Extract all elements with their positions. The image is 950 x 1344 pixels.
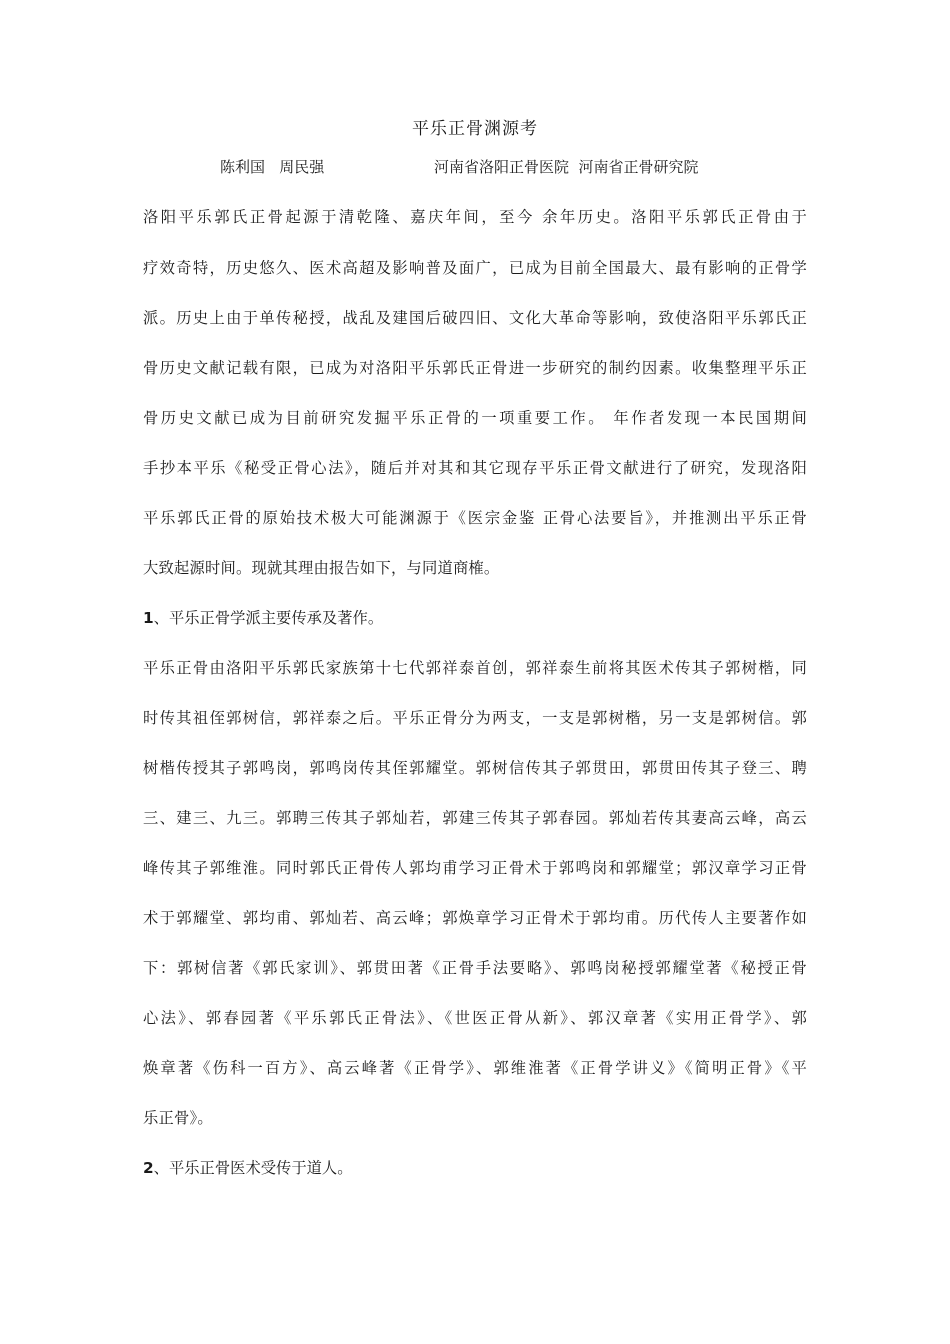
- body-line: 乐正骨》。: [143, 1109, 213, 1127]
- body-line: 术于郭耀堂、郭均甫、郭灿若、高云峰；郭焕章学习正骨术于郭均甫。历代传人主要著作如: [143, 909, 807, 927]
- affiliation-line: 河南省洛阳正骨医院 河南省正骨研究院: [434, 158, 699, 176]
- section-heading-1: [143, 606, 383, 628]
- body-line: 平乐正骨由洛阳平乐郭氏家族第十七代郭祥泰首创，郭祥泰生前将其医术传其子郭树楷，同: [143, 659, 807, 677]
- body-line: 峰传其子郭维淮。同时郭氏正骨传人郭均甫学习正骨术于郭鸣岗和郭耀堂；郭汉章学习正骨: [143, 859, 807, 877]
- intro-line: 派。历史上由于单传秘授，战乱及建国后破四旧、文化大革命等影响，致使洛阳平乐郭氏正: [143, 309, 807, 327]
- document-title: 平乐正骨渊源考: [412, 119, 538, 139]
- intro-line: 疗效奇特，历史悠久、医术高超及影响普及面广，已成为目前全国最大、最有影响的正骨学: [143, 259, 807, 277]
- body-line: 焕章著《伤科一百方》、高云峰著《正骨学》、郭维淮著《正骨学讲义》《简明正骨》《平: [143, 1059, 807, 1077]
- intro-line: 洛阳平乐郭氏正骨起源于清乾隆、嘉庆年间，至今 余年历史。洛阳平乐郭氏正骨由于: [143, 208, 807, 226]
- intro-line: 手抄本平乐《秘受正骨心法》，随后并对其和其它现存平乐正骨文献进行了研究，发现洛阳: [143, 459, 807, 477]
- body-line: 树楷传授其子郭鸣岗，郭鸣岗传其侄郭耀堂。郭树信传其子郭贯田，郭贯田传其子登三、聘: [143, 759, 807, 777]
- intro-line: 骨历史文献记载有限，已成为对洛阳平乐郭氏正骨进一步研究的制约因素。收集整理平乐正: [143, 359, 807, 377]
- section-title: 、平乐正骨学派主要传承及著作。: [153, 609, 384, 627]
- intro-line: 骨历史文献已成为目前研究发掘平乐正骨的一项重要工作。 年作者发现一本民国期间: [143, 409, 807, 427]
- body-line: 三、建三、九三。郭聘三传其子郭灿若，郭建三传其子郭春园。郭灿若传其妻高云峰，高云: [143, 809, 807, 827]
- body-line: 心法》、郭春园著《平乐郭氏正骨法》、《世医正骨从新》、郭汉章著《实用正骨学》、郭: [143, 1009, 807, 1027]
- intro-line: 大致起源时间。现就其理由报告如下，与同道商榷。: [143, 559, 500, 577]
- section-title: 、平乐正骨医术受传于道人。: [153, 1159, 353, 1177]
- body-line: 时传其祖侄郭树信，郭祥泰之后。平乐正骨分为两支，一支是郭树楷，另一支是郭树信。郭: [143, 709, 807, 727]
- authors-line: 陈利国 周民强: [220, 158, 325, 176]
- section-number: 1: [143, 609, 154, 627]
- intro-line: 平乐郭氏正骨的原始技术极大可能渊源于《医宗金鉴 正骨心法要旨》，并推测出平乐正骨: [143, 509, 807, 527]
- section-number: 2: [143, 1159, 154, 1177]
- body-line: 下：郭树信著《郭氏家训》、郭贯田著《正骨手法要略》、郭鸣岗秘授郭耀堂著《秘授正骨: [143, 959, 807, 977]
- section-heading-2: [143, 1156, 353, 1178]
